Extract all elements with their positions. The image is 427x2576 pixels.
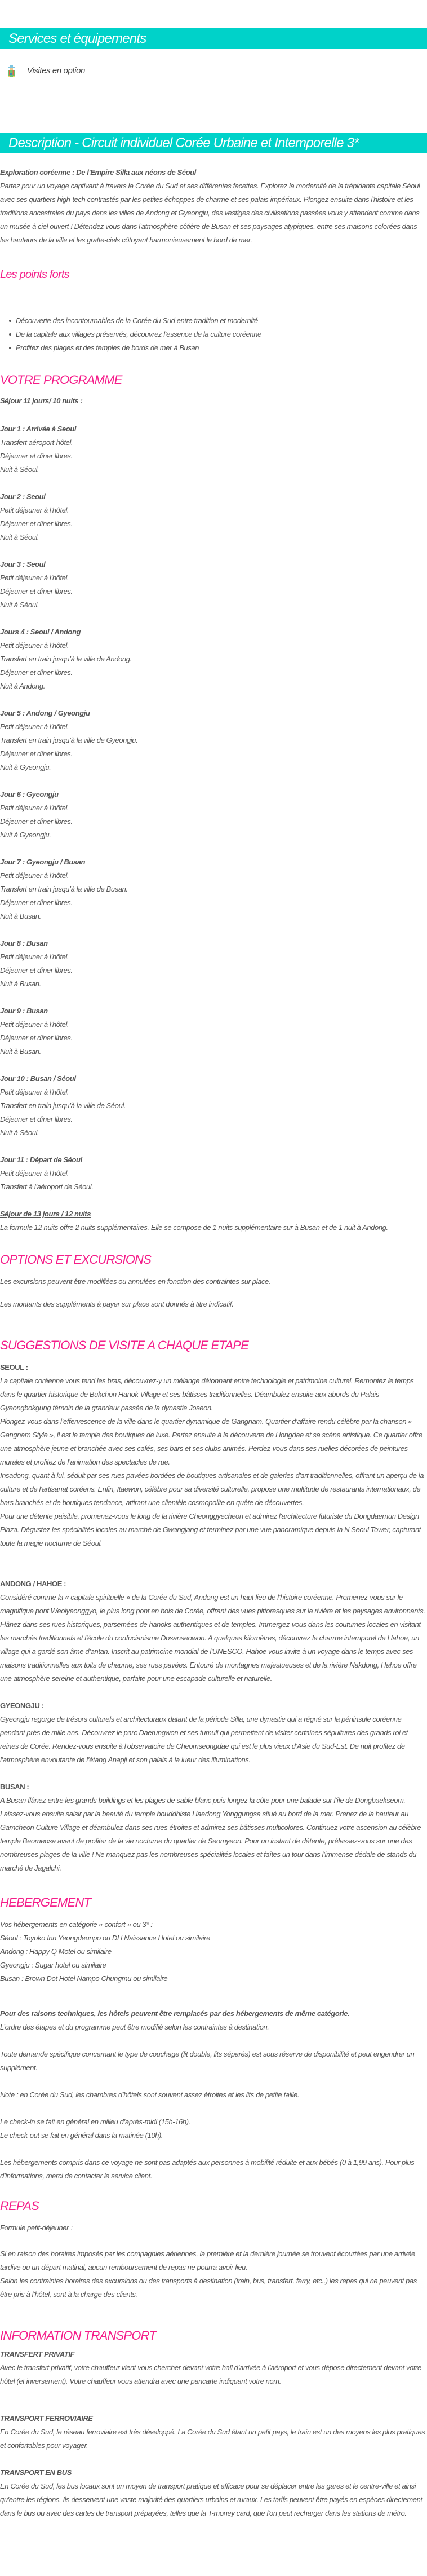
city-suggestion — [0, 1780, 427, 1875]
transport-section — [0, 2412, 427, 2453]
checkin-note: Le check-in se fait en général en milieu d’après-midi (15h-16h). — [0, 2118, 190, 2126]
transport-section-text: En Corée du Sud, le réseau ferroviaire est très développé. La Corée du Sud étant un petit pays, le train est un des moyens les plus pratiques et confortables pour voyager. — [0, 2428, 425, 2450]
day-title: Jour 9 : Busan — [0, 1007, 48, 1015]
order-note: L’ordre des étapes et du programme peut être modifié selon les contraintes à destination. — [0, 2023, 269, 2031]
day-line: Transfert en train jusqu’à la ville de Andong. — [0, 655, 132, 663]
description-banner — [0, 133, 427, 153]
highlights-heading: Les points forts — [0, 268, 69, 281]
service-label: Visites en option — [27, 66, 85, 76]
day-line: Déjeuner et dîner libres. — [0, 587, 73, 596]
day-line: Petit déjeuner à l’hôtel. — [0, 1088, 69, 1096]
day-title: Jour 8 : Busan — [0, 939, 48, 947]
day-line: Transfert à l’aéroport de Séoul. — [0, 1183, 94, 1191]
city-paragraph: A Busan flânez entre les grands buildings et les plages de sable blanc puis longez la côte pour une balade sur l’île de Dongbaekseom. Laissez-vous ensuite saisir par la beauté du temple bouddhiste Haedong Yonggungsa situé au bord de la mer. Prenez de la hauteur au Gamcheon Culture Village et déambulez dans ses rues étroites et admirez ses bâtisses multicolores. Continuez votre ascension au célèbre temple Beomeosa avant de profiter de la vie nocturne du quartier de Seomyeon. Pour un instant de détente, prélassez-vous sur une des nombreuses plages de la ville ! Ne manquez pas les nombreuses spécialités locales et faîtes un tour dans l’immense dédale de stands du marché de Jagalchi. — [0, 1796, 421, 1872]
day-line: Déjeuner et dîner libres. — [0, 1034, 73, 1042]
city-suggestion — [0, 1699, 427, 1767]
accessibility-note: Les hébergements compris dans ce voyage ne sont pas adaptés aux personnes à mobilité réduite et aux bébés (0 à 1,99 ans). Pour plus d’informations, merci de contacter le service client. — [0, 2158, 415, 2180]
hotel-line: Andong : Happy Q Motel ou similaire — [0, 1947, 112, 1956]
day-line: Déjeuner et dîner libres. — [0, 1115, 73, 1123]
description-title: Description - Circuit individuel Corée Urbaine et Intemporelle 3* — [8, 135, 359, 151]
transport-section-title: TRANSFERT PRIVATIF — [0, 2350, 75, 2358]
city-title: GYEONGJU : — [0, 1701, 44, 1710]
day-line: Nuit à Séoul. — [0, 601, 39, 609]
program-day — [0, 855, 427, 923]
city-paragraph: La capitale coréenne vous tend les bras, découvrez-y un mélange détonnant entre technologie et patrimoine culturel. Remontez le temps dans le quartier historique de Bukchon Hanok Village et ses bâtisses traditionnelles. Déambulez ensuite aux abords du Palais Gyeongbokgung témoin de la grandeur passée de la dynastie Joseon. — [0, 1377, 414, 1412]
program-day — [0, 422, 427, 477]
service-item — [0, 63, 427, 80]
program-day — [0, 1072, 427, 1140]
day-line: Déjeuner et dîner libres. — [0, 749, 73, 758]
day-line: Déjeuner et dîner libres. — [0, 966, 73, 974]
meals-note: Si en raison des horaires imposés par les compagnies aériennes, la première et la dernière journée se trouvent écourtées par une arrivée tardive ou un départ matinal, aucun remboursement de repas ne pourra avoir lieu. — [0, 2249, 415, 2271]
day-line: Déjeuner et dîner libres. — [0, 519, 73, 528]
day-line: Nuit à Busan. — [0, 980, 41, 988]
day-line: Nuit à Busan. — [0, 912, 41, 920]
suggestions-heading: SUGGESTIONS DE VISITE A CHAQUE ETAPE — [0, 1338, 249, 1352]
program-day — [0, 788, 427, 842]
city-suggestion — [0, 1577, 427, 1686]
program-day — [0, 558, 427, 612]
transport-section-title: TRANSPORT EN BUS — [0, 2468, 72, 2477]
city-suggestion — [0, 1361, 427, 1550]
extended-stay-text: La formule 12 nuits offre 2 nuits supplémentaires. Elle se compose de 1 nuits supplémentaire sur à Busan et de 1 nuit à Andong. — [0, 1223, 388, 1232]
accommodation-intro: Vos hébergements en catégorie « confort » ou 3* : — [0, 1920, 153, 1929]
hotel-line: Séoul : Toyoko Inn Yeongdeunpo ou DH Naissance Hotel ou similaire — [0, 1934, 210, 1942]
day-title: Jour 7 : Gyeongju / Busan — [0, 858, 86, 866]
options-line: Les excursions peuvent être modifiées ou annulées en fonction des contraintes sur place. — [0, 1277, 271, 1286]
day-title: Jour 1 : Arrivée à Seoul — [0, 425, 77, 433]
day-line: Petit déjeuner à l’hôtel. — [0, 804, 69, 812]
accommodation-heading: HEBERGEMENT — [0, 1895, 91, 1909]
tourist-guide-icon — [7, 63, 16, 80]
room-size-note: Note : en Corée du Sud, les chambres d’hôtels sont souvent assez étroites et les lits de petite taille. — [0, 2090, 300, 2099]
city-paragraph: Gyeongju regorge de trésors culturels et architecturaux datant de la période Silla, une dynastie qui a régné sur la péninsule coréenne pendant près de mille ans. Découvrez le parc Daerungwon et ses tumuli qui permettent de visiter certaines sépultures des grands roi et reines de Corée. Rendez-vous ensuite à l’observatoire de Cheomseongdae qui est le plus vieux d’Asie du Sud-Est. De nuit profitez de l’atmosphère envoutante de l’étang Anapji et son palais à la lueur des illuminations. — [0, 1715, 408, 1764]
day-line: Petit déjeuner à l’hôtel. — [0, 574, 69, 582]
description-content — [0, 166, 427, 2520]
meals-note: Selon les contraintes horaires des excursions ou des transports à destination (train, bus, transfert, ferry, etc..) les repas qui ne peuvent pas être pris à l’hôtel, sont à la charge des clients. — [0, 2277, 417, 2299]
program-day — [0, 625, 427, 693]
day-line: Petit déjeuner à l’hôtel. — [0, 1169, 69, 1177]
day-line: Petit déjeuner à l’hôtel. — [0, 952, 69, 961]
day-line: Nuit à Séoul. — [0, 533, 39, 541]
checkout-note: Le check-out se fait en général dans la matinée (10h). — [0, 2131, 163, 2140]
options-line: Les montants des suppléments à payer sur place sont donnés à titre indicatif. — [0, 1300, 234, 1308]
program-heading: VOTRE PROGRAMME — [0, 373, 122, 387]
program-day — [0, 707, 427, 774]
city-paragraph: Insadong, quant à lui, séduit par ses rues pavées bordées de boutiques artisanales et de galeries d'art traditionnelles, offrant un aperçu de la culture et de l'artisanat coréens. Enfin, Itaewon, célèbre pour sa diversité culturelle, propose une multitude de restaurants internationaux, de bars branchés et de boutiques tendance, attirant une clientèle cosmopolite en quête de découvertes. — [0, 1471, 424, 1507]
day-title: Jour 5 : Andong / Gyeongju — [0, 709, 90, 717]
transport-section — [0, 2348, 427, 2388]
program-day — [0, 937, 427, 991]
day-title: Jour 11 : Départ de Séoul — [0, 1155, 82, 1164]
day-line: Petit déjeuner à l’hôtel. — [0, 641, 69, 650]
city-paragraph: Plongez-vous dans l’effervescence de la ville dans le quartier dynamique de Gangnam. Quartier d’affaire rendu célèbre par la chanson « Gangnam Style », il est le temple des boutiques de luxe. Partez ensuite à la découverte de Hongdae et sa scène artistique. Ce quartier offre une atmosphère jeune et branchée avec ses cafés, ses bars et ses clubs animés. Perdez-vous dans ses ruelles décorées de peintures murales et profitez de l’animation des spectacles de rue. — [0, 1417, 422, 1466]
city-paragraph: Considéré comme la « capitale spirituelle » de la Corée du Sud, Andong est un haut lieu de l’histoire coréenne. Promenez-vous sur le magnifique pont Weolyeonggyo, le plus long pont en bois de Corée, offrant des vues pittoresques sur la rivière et les paysages environnants. Flânez dans ses rues historiques, parsemées de hanoks authentiques et de temples. Immergez-vous dans les coutumes locales en visitant les marchés traditionnels et l'école du confucianisme Dosanseowon. A quelques kilomètres, découvrez le charme intemporel de Hahoe, un village qui a gardé son âme d’antan. Inscrit au patrimoine mondial de l'UNESCO, Hahoe vous invite à un voyage dans le temps avec ses maisons traditionnelles aux toits de chaume, ses rues pavées. Entouré de montagnes majestueuses et de la rivière Nakdong, Hahoe offre une atmosphère sereine et authentique, parfaite pour une escapade culturelle et naturelle. — [0, 1593, 425, 1683]
bedding-note: Toute demande spécifique concernant le type de couchage (lit double, lits séparés) est sous réserve de disponibilité et peut engendrer un supplément. — [0, 2050, 415, 2072]
day-line: Petit déjeuner à l’hôtel. — [0, 871, 69, 880]
day-line: Nuit à Séoul. — [0, 1128, 39, 1137]
hotel-line: Busan : Brown Dot Hotel Nampo Chungmu ou similaire — [0, 1974, 168, 1983]
highlight-item: Découverte des incontournables de la Corée du Sud entre tradition et modernité — [9, 314, 427, 328]
transport-section — [0, 2466, 427, 2520]
day-line: Déjeuner et dîner libres. — [0, 898, 73, 907]
highlight-item: Profitez des plages et des temples de bords de mer à Busan — [9, 341, 427, 355]
hotel-replacement-warning: Pour des raisons techniques, les hôtels peuvent être remplacés par des hébergements de même catégorie. — [0, 2009, 350, 2018]
day-title: Jour 6 : Gyeongju — [0, 790, 59, 799]
transport-section-title: TRANSPORT FERROVIAIRE — [0, 2414, 93, 2423]
day-title: Jours 4 : Seoul / Andong — [0, 628, 81, 636]
transport-section-text: Avec le transfert privatif, votre chauffeur vient vous chercher devant votre hall d’arrivée à l’aéroport et vous dépose directement devant votre hôtel (et inversement). Votre chauffeur vous attendra avec une pancarte indiquant votre nom. — [0, 2363, 421, 2385]
transport-section-text: En Corée du Sud, les bus locaux sont un moyen de transport pratique et efficace pour se déplacer entre les gares et le centre-ville et ainsi qu'entre les régions. Ils desservent une vaste majorité des quartiers urbains et ruraux. Les tarifs peuvent être payés en espèces directement dans le bus ou avec des cartes de transport prépayées, telles que la T-money card, que l'on peut recharger dans les stations de métro. — [0, 2482, 422, 2517]
day-title: Jour 10 : Busan / Séoul — [0, 1074, 76, 1083]
program-day — [0, 490, 427, 544]
services-banner — [0, 28, 427, 49]
day-line: Nuit à Gyeongju. — [0, 763, 51, 771]
day-line: Déjeuner et dîner libres. — [0, 817, 73, 826]
program-day — [0, 1004, 427, 1058]
hotel-line: Gyeongju : Sugar hotel ou similaire — [0, 1961, 106, 1969]
day-line: Déjeuner et dîner libres. — [0, 452, 73, 460]
description-subtitle: Exploration coréenne : De l'Empire Silla aux néons de Séoul — [0, 168, 196, 177]
day-line: Nuit à Andong. — [0, 682, 45, 690]
city-paragraph: Pour une détente paisible, promenez-vous le long de la rivière Cheonggyecheon et admirez l'architecture futuriste du Dongdaemun Design Plaza. Dégustez les spécialités locales au marché de Gwangjang et terminez par une vue panoramique depuis la N Seoul Tower, capturant toute la magie nocturne de Séoul. — [0, 1512, 421, 1547]
day-line: Nuit à Busan. — [0, 1047, 41, 1056]
services-title: Services et équipements — [8, 30, 146, 46]
day-line: Transfert en train jusqu’à la ville de Busan. — [0, 885, 128, 893]
transport-heading: INFORMATION TRANSPORT — [0, 2328, 156, 2343]
day-title: Jour 2 : Seoul — [0, 492, 46, 501]
extended-stay-label: Séjour de 13 jours / 12 nuits — [0, 1210, 91, 1218]
day-line: Transfert aéroport-hôtel. — [0, 438, 73, 447]
day-line: Petit déjeuner à l’hôtel. — [0, 506, 69, 514]
stay-duration-label: Séjour 11 jours/ 10 nuits : — [0, 396, 83, 405]
day-line: Transfert en train jusqu’à la ville de Gyeongju. — [0, 736, 138, 744]
day-line: Déjeuner et dîner libres. — [0, 668, 73, 677]
city-title: SEOUL : — [0, 1363, 28, 1371]
highlight-item: De la capitale aux villages préservés, découvrez l’essence de la culture coréenne — [9, 328, 427, 341]
meal-formula: Formule petit-déjeuner : — [0, 2224, 73, 2232]
city-title: ANDONG / HAHOE : — [0, 1580, 66, 1588]
day-line: Nuit à Gyeongju. — [0, 831, 51, 839]
day-line: Petit déjeuner à l’hôtel. — [0, 1020, 69, 1029]
day-line: Nuit à Séoul. — [0, 465, 39, 474]
highlights-list — [0, 314, 427, 355]
description-intro: Partez pour un voyage captivant à travers la Corée du Sud et ses différentes facettes. Explorez la modernité de la trépidante capitale Séoul avec ses quartiers high-tech contrastés par les petites échoppes de charme et ses palais impériaux. Plongez ensuite dans l'histoire et les traditions ancestrales du pays dans les villes de Andong et Gyeongju, des vestiges des civilisations passées vous y attendent comme dans un musée à ciel ouvert ! Détendez vous dans l'atmosphère côtière de Busan et ses paysages atypiques, entre ses maisons colorées dans les hauteurs de la ville et les gratte-ciels côtoyant harmonieusement le bord de mer. — [0, 182, 420, 244]
options-heading: OPTIONS ET EXCURSIONS — [0, 1252, 152, 1267]
day-line: Transfert en train jusqu’à la ville de Séoul. — [0, 1101, 126, 1110]
day-line: Petit déjeuner à l’hôtel. — [0, 722, 69, 731]
program-day — [0, 1153, 427, 1194]
city-title: BUSAN : — [0, 1783, 29, 1791]
meals-heading: REPAS — [0, 2199, 39, 2213]
day-title: Jour 3 : Seoul — [0, 560, 46, 568]
